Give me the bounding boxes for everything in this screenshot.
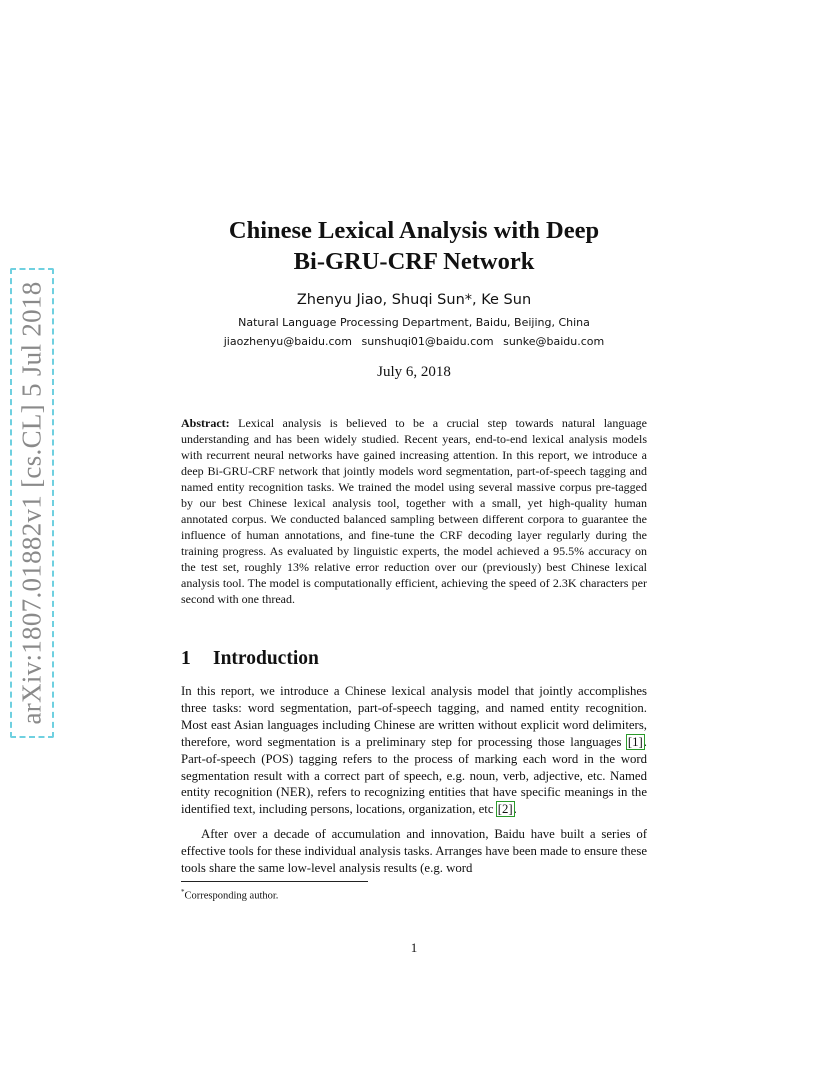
citation-link-1[interactable]: [1]: [627, 734, 643, 749]
footnote-mark: *: [181, 888, 185, 896]
footnote-rule: [181, 881, 368, 882]
abstract: [181, 415, 647, 607]
paragraph-1-part-c: .: [513, 802, 517, 817]
paragraph-1-part-a: In this report, we introduce a Chinese lexical analysis model that jointly accomplishes three tasks: word segmentation, part-of-speech tagging, and named entity recognition. Most east Asian languages including Chinese are written without explicit word delimiters, therefore, word segmentation is a preliminary step for processing those languages: [181, 684, 647, 749]
date: July 6, 2018: [377, 364, 451, 380]
section-heading: [181, 648, 319, 670]
paragraph-2: After over a decade of accumulation and innovation, Baidu have built a series of effective tools for these individual analysis tasks. Arranges have been made to ensure these tools share the same low-level analysis results (e.g. word: [181, 827, 647, 875]
paper-title: [140, 215, 688, 277]
paragraph-1: [181, 683, 647, 818]
title-line-1: Chinese Lexical Analysis with Deep: [228, 217, 600, 244]
title-line-2: Bi-GRU-CRF Network: [293, 248, 535, 275]
footnote: [181, 888, 278, 902]
abstract-text: Lexical analysis is believed to be a crucial step towards natural language understanding and has been widely studied. Recent years, end-to-end lexical analysis models with recurrent neural networks have gained increasing attention. In this report, we introduce a deep Bi-GRU-CRF network that jointly models word segmentation, part-of-speech tagging and named entity recognition tasks. We trained the model using several massive corpus pre-tagged by our best Chinese lexical analysis tool, together with a small, yet high-quality human annotated corpus. We conducted balanced sampling between different corpora to guarantee the influence of human annotations, and fine-tune the CRF decoding layer regularly during the training progress. As evaluated by linguistic experts, the model achieved a 95.5% accuracy on the test set, roughly 13% relative error reduction over our (previously) best Chinese lexical analysis tool. The model is computationally efficient, achieving the speed of 2.3K characters per second with one thread.: [181, 416, 648, 606]
arxiv-stamp-label: arXiv:1807.01882v1 [cs.CL] 5 Jul 2018: [16, 281, 47, 725]
footnote-text: Corresponding author.: [184, 890, 279, 902]
section-title: Introduction: [213, 648, 319, 669]
abstract-label: Abstract:: [181, 416, 230, 430]
paragraph-1-part-b: . Part-of-speech (POS) tagging refers to the process of marking each word in the word segmentation result with a correct part of speech, e.g. noun, verb, adjective, etc. Named entity recognition (NER), refers to recognizing entities that have specific meanings in the identified text, including persons, locations, organization, etc: [181, 734, 647, 817]
authors: Zhenyu Jiao, Shuqi Sun*, Ke Sun: [296, 292, 532, 308]
page-number: 1: [410, 940, 418, 955]
section-number: 1: [181, 648, 191, 669]
arxiv-stamp: [10, 268, 54, 738]
affiliation: Natural Language Processing Department, Baidu, Beijing, China: [238, 316, 590, 329]
emails: jiaozhenyu@baidu.com sunshuqi01@baidu.com sunke@baidu.com: [223, 335, 605, 348]
citation-link-2[interactable]: [2]: [497, 802, 513, 817]
